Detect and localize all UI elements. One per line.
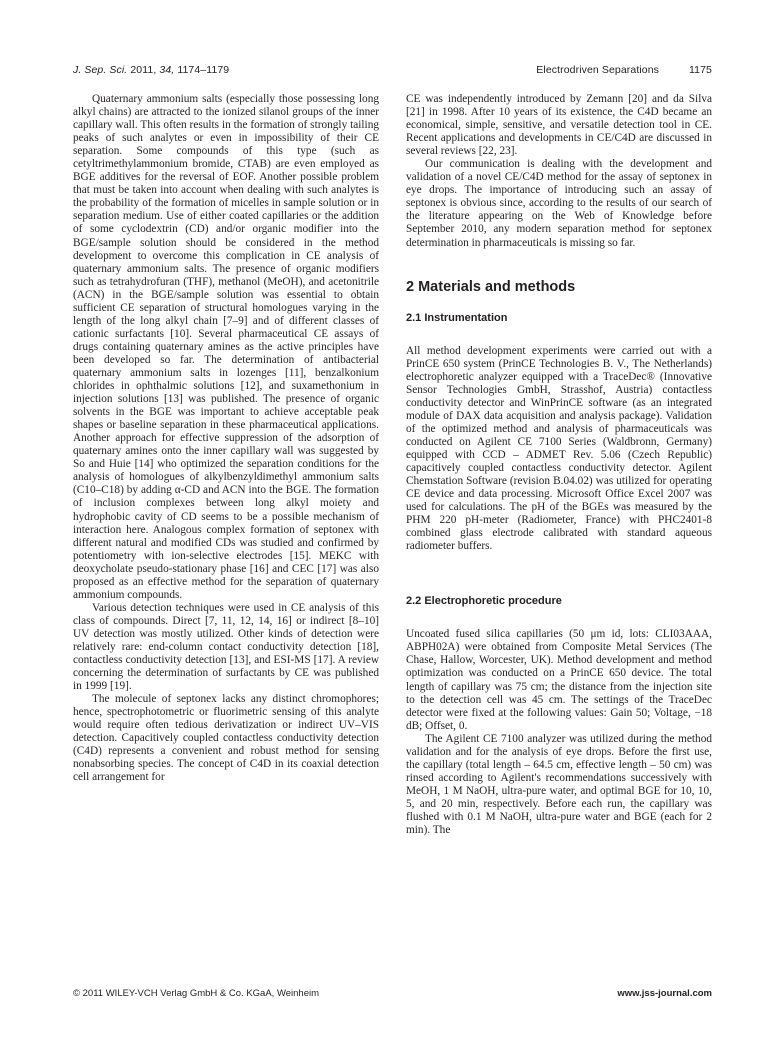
paragraph: The Agilent CE 7100 analyzer was utilized during the method validation and for the analysis of eye drops. Before the first use, the capillary (total length – 64.5 cm, effective length – 50 cm) was rinsed according to Agilent's recommendations successively with MeOH, 1 M NaOH, ultra-pure water, and optimal BGE for 10, 10, 5, and 20 min, respectively. Before each run, the capillary was flushed with 0.1 M NaOH, ultra-pure water and BGE (each for 2 min). The — [406, 732, 712, 837]
subsection-heading: 2.1 Instrumentation — [406, 311, 508, 324]
copyright-notice: © 2011 WILEY-VCH Verlag GmbH & Co. KGaA, Weinheim — [73, 988, 320, 999]
section-name: Electrodriven Separations — [536, 64, 660, 76]
running-header-citation — [73, 64, 229, 76]
running-header-section — [536, 64, 712, 76]
paragraph: Quaternary ammonium salts (especially those possessing long alkyl chains) are attracted to the ionized silanol groups of the inner capillary wall. This often results in the formation of strongly tailing peaks of such analytes or even in impossibility of their CE separation. Some compounds of this type (such as cetyltrimethylammonium bromide, CTAB) are even employed as BGE additives for the reversal of EOF. Another possible problem that must be taken into account when dealing with such analytes is the probability of the formation of micelles in sample solution or in separation medium. Use of either coated capillaries or the addition of some cyclodextrin (CD) and/or organic modifier into the BGE/sample solution should be considered in the method development to overcome this complication in CE analysis of quaternary ammonium salts. The presence of organic modifiers such as tetrahydrofuran (THF), methanol (MeOH), and acetonitrile (ACN) in the BGE/sample solution was essential to obtain sufficient CE separation of structural homologues varying in the length of the long alkyl chain [7–9] and of different classes of cationic surfactants [10]. Several pharmaceutical CE assays of drugs containing quaternary amines as the active principles have been developed so far. The determination of antibacterial quaternary ammonium salts in lozenges [11], benzalkonium chlorides in ophthalmic solutions [12], and suxamethonium in injection solutions [13] was published. The presence of organic solvents in the BGE was important to achieve acceptable peak shapes or baseline separation in these pharmaceutical applications. Another approach for effective suppression of the adsorption of quaternary amines onto the inner capillary wall was suggested by So and Huie [14] who optimized the separation conditions for the analysis of homologues of alkylbenzyldimethyl ammonium salts (C10–C18) by adding α-CD and ACN into the BGE. The formation of inclusion complexes between long alkyl moiety and hydrophobic cavity of CD seems to be a possible mechanism of interaction here. Analogous complex formation of septonex with different natural and modified CDs was studied and confirmed by potentiometry with ion-selective electrodes [15]. MEKC with deoxycholate pseudo-stationary phase [16] and CEC [17] was also proposed as an effective method for the separation of quaternary ammonium compounds. — [73, 93, 379, 601]
subsection-heading: 2.2 Electrophoretic procedure — [406, 595, 562, 608]
journal-website: www.jss-journal.com — [617, 988, 712, 999]
left-column — [73, 93, 379, 784]
journal-volume: 34, — [159, 64, 175, 76]
right-column — [406, 93, 712, 837]
paragraph: All method development experiments were carried out with a PrinCE 650 system (PrinCE Technologies B. V., The Netherlands) electrophoretic analyzer equipped with a TraceDec® (Innovative Sensor Technologies GmbH, Strasshof, Austria) contactless conductivity detector and WinPrinCE software (as an integrated module of DAX data acquisition and analysis package). Validation of the optimized method and analysis of pharmaceuticals was conducted on Agilent CE 7100 Series (Waldbronn, Germany) equipped with CCD – ADMET Rev. 5.06 (Czech Republic) capacitively coupled contactless conductivity detector. Agilent Chemstation Software (revision B.04.02) was utilized for operating CE device and data processing. Microsoft Office Excel 2007 was used for calculations. The pH of the BGEs was measured by the PHM 220 pH-meter (Radiometer, France) with PHC2401-8 combined glass electrode calibrated with standard aqueous radiometer buffers. — [406, 344, 712, 553]
paragraph: The molecule of septonex lacks any distinct chromophores; hence, spectrophotometric or fluorimetric sensing of this analyte would require often tedious derivatization or indirect UV–VIS detection. Capacitively coupled contactless conductivity detection (C4D) represents a convenient and robust method for sensing nonabsorbing species. The concept of C4D in its coaxial detection cell arrangement for — [73, 693, 379, 784]
section-heading: 2 Materials and methods — [406, 278, 576, 295]
paragraph: Various detection techniques were used in CE analysis of this class of compounds. Direct [7, 11, 12, 14, 16] or indirect [8–10] UV detection was mostly utilized. Other kinds of detection were relatively rare: end-column contact conductivity detection [18], contactless conductivity detection [13], and ESI-MS [17]. A review concerning the determination of surfactants by CE was published in 1999 [19]. — [73, 601, 379, 693]
paragraph: CE was independently introduced by Zemann [20] and da Silva [21] in 1998. After 10 years of its existence, the C4D became an economical, simple, sensitive, and versatile detection tool in CE. Recent applications and developments in CE/C4D are discussed in several reviews [22, 23]. — [406, 93, 712, 158]
paragraph: Our communication is dealing with the development and validation of a novel CE/C4D method for the assay of septonex in eye drops. The importance of introducing such an assay of septonex is obvious since, according to the results of our search of the literature appearing on the Web of Knowledge before September 2010, any modern separation method for septonex determination in pharmaceuticals is missing so far. — [406, 158, 712, 249]
page-number: 1175 — [689, 64, 712, 76]
journal-title: J. Sep. Sci. — [73, 64, 128, 76]
journal-pages: 1174–1179 — [177, 64, 230, 76]
paragraph: Uncoated fused silica capillaries (50 μm id, lots: CLI03AAA, ABPH02A) were obtained from Composite Metal Services (The Chase, Hallow, Worcester, UK). Method development and method optimization was conducted on a PrinCE 650 device. The total length of capillary was 75 cm; the distance from the injection site to the detection cell was 45 cm. The settings of the TraceDec detector were fixed at the following values: Gain 50; Voltage, −18 dB; Offset, 0. — [406, 628, 712, 732]
journal-year: 2011, — [130, 64, 157, 76]
